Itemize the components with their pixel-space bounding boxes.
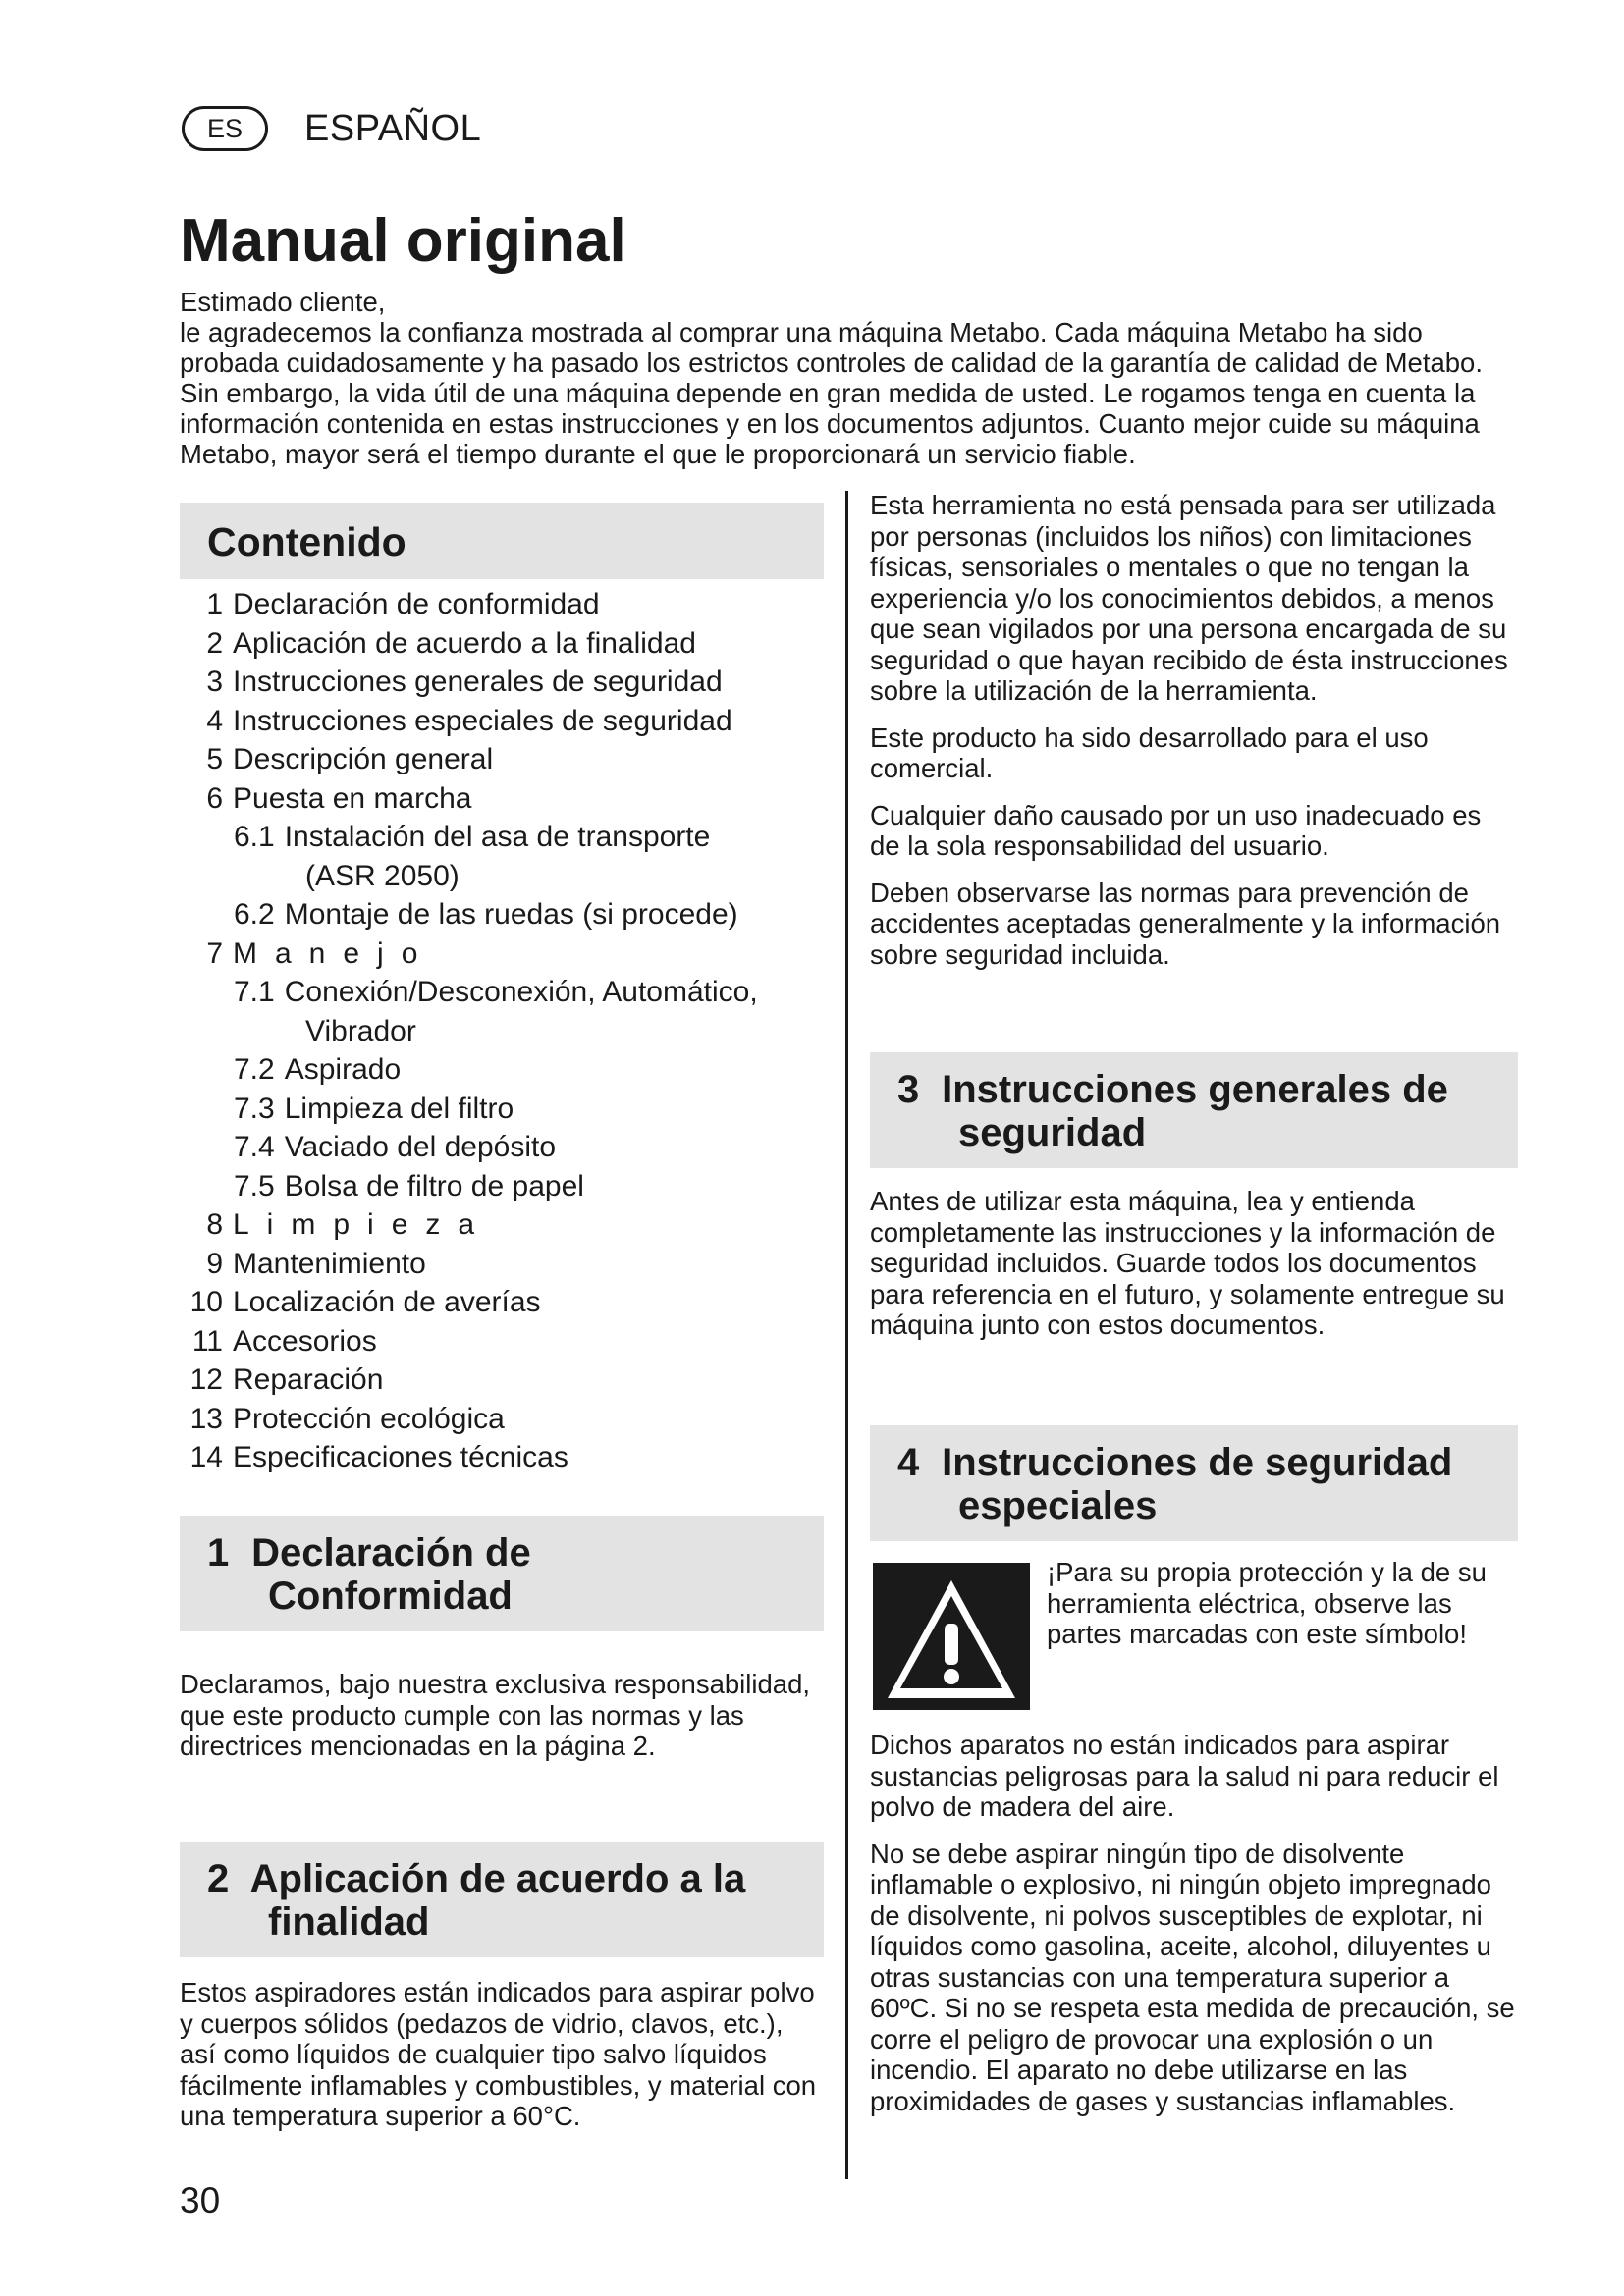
toc-item[interactable]: 9 Mantenimiento bbox=[206, 1247, 426, 1280]
toc-subitem[interactable]: 7.2 Aspirado bbox=[234, 1053, 402, 1086]
contents-heading-text: Contenido bbox=[207, 519, 406, 564]
toc-item[interactable]: 10 Localización de averías bbox=[189, 1286, 541, 1318]
language-label: ESPAÑOL bbox=[304, 108, 482, 149]
warning-text: ¡Para su propia protección y la de su herramienta eléctrica, observe las partes marcadas con este símbolo! bbox=[1047, 1557, 1487, 1649]
toc-item[interactable]: 5 Descripción general bbox=[206, 743, 494, 775]
toc-subitem[interactable]: 6.2 Montaje de las ruedas (si procede) bbox=[234, 898, 738, 931]
toc-item[interactable]: 13 Protección ecológica bbox=[189, 1402, 505, 1435]
table-of-contents bbox=[180, 585, 824, 1477]
section-4-heading: 4 Instrucciones de seguridad especiales bbox=[870, 1425, 1518, 1541]
toc-item[interactable]: 11 Accesorios bbox=[191, 1324, 377, 1358]
section-3-body: Antes de utilizar esta máquina, lea y entienda completamente las instrucciones y la información de seguridad incluidos. Guarde todos los documentos para referencia en el futuro, y solamente entregue su máquina junto con estos documentos. bbox=[870, 1186, 1505, 1340]
intro-paragraph bbox=[180, 287, 1515, 469]
paragraph: Dichos aparatos no están indicados para aspirar sustancias peligrosas para la salud ni para reducir el polvo de madera del aire. bbox=[870, 1730, 1499, 1822]
toc-subitem[interactable]: 7.1 Conexión/Desconexión, Automático, bbox=[234, 976, 758, 1008]
paragraph: Cualquier daño causado por un uso inadecuado es de la sola responsabilidad del usuario. bbox=[870, 799, 1482, 861]
toc-subitem[interactable]: 7.3 Limpieza del filtro bbox=[234, 1092, 514, 1125]
intro-greeting: Estimado cliente, bbox=[180, 287, 386, 317]
right-intro bbox=[870, 490, 1518, 986]
toc-item[interactable]: 3 Instrucciones generales de seguridad bbox=[206, 666, 723, 698]
toc-item[interactable]: 6 Puesta en marcha bbox=[206, 781, 472, 815]
section-3-heading: 3 Instrucciones generales de seguridad bbox=[870, 1052, 1518, 1168]
toc-item[interactable]: 12 Reparación bbox=[189, 1363, 384, 1396]
section-2-body: Estos aspiradores están indicados para aspirar polvo y cuerpos sólidos (pedazos de vidrio, clavos, etc.), así como líquidos de cualquier tipo salvo líquidos fácilmente inflamables y combustibles, y material con una temperatura superior a 60°C. bbox=[180, 1977, 817, 2131]
paragraph: No se debe aspirar ningún tipo de disolvente inflamable o explosivo, ni ningún objeto impregnado de disolvente, ni polvos susceptibles de explotar, ni líquidos como gasolina, aceite, alcohol, diluyentes u otras sustancias con una temperatura superior a 60ºC. Si no se respeta esta medida de precaución, se corre el peligro de provocar una explosión o un incendio. El aparato no debe utilizarse en las proximidades de gases y sustancias inflamables. bbox=[870, 1838, 1515, 2116]
section-2-heading: 2 Aplicación de acuerdo a la finalidad bbox=[180, 1842, 824, 1957]
toc-item[interactable]: 7 Manejo bbox=[206, 936, 436, 970]
paragraph: Esta herramienta no está pensada para ser utilizada por personas (incluidos los niños) con limitaciones físicas, sensoriales o mentales o que no tengan la experiencia y/o los conocimientos debidos, a menos que sean vigilados por una persona encargada de su seguridad o que hayan recibido de ésta instrucciones sobre la utilización de la herramienta. bbox=[870, 490, 1508, 706]
page-number: 30 bbox=[180, 2180, 221, 2220]
column-divider bbox=[845, 491, 848, 2179]
toc-item[interactable]: 14 Especificaciones técnicas bbox=[189, 1441, 568, 1473]
toc-subitem-continuation: Vibrador bbox=[305, 1014, 416, 1047]
toc-subitem[interactable]: 7.5 Bolsa de filtro de papel bbox=[234, 1169, 584, 1202]
toc-item[interactable]: 4 Instrucciones especiales de seguridad bbox=[206, 704, 732, 737]
paragraph: Este producto ha sido desarrollado para el uso comercial. bbox=[870, 721, 1429, 783]
toc-subitem[interactable]: 7.4 Vaciado del depósito bbox=[234, 1131, 557, 1163]
section-1-body: Declaramos, bajo nuestra exclusiva responsabilidad, que este producto cumple con las normas y las directrices mencionadas en la página 2. bbox=[180, 1669, 811, 1761]
contents-heading bbox=[180, 503, 824, 579]
toc-item[interactable]: 1 Declaración de conformidad bbox=[206, 588, 600, 620]
warning-triangle-icon bbox=[873, 1563, 1030, 1710]
intro-body: le agradecemos la confianza mostrada al comprar una máquina Metabo. Cada máquina Metabo ha sido probada cuidadosamente y ha pasado los estrictos controles de calidad de la garantía de calidad de Metabo. Sin embargo, la vida útil de una máquina depende en gran medida de usted. Le rogamos tenga en cuenta la información contenida en estas instrucciones y en los documentos adjuntos. Cuanto mejor cuide su máquina Metabo, mayor será el tiempo durante el que le proporcionará un servicio fiable. bbox=[180, 317, 1483, 469]
toc-item[interactable]: 8 Limpieza bbox=[206, 1208, 493, 1241]
section-1-heading: 1 Declaración de Conformidad bbox=[180, 1516, 824, 1631]
paragraph: Deben observarse las normas para prevención de accidentes aceptadas generalmente y la información sobre seguridad incluida. bbox=[870, 877, 1501, 970]
toc-subitem-continuation: (ASR 2050) bbox=[305, 859, 460, 892]
language-badge: ES bbox=[182, 106, 268, 151]
section-4-body bbox=[870, 1730, 1518, 2132]
toc-subitem[interactable]: 6.1 Instalación del asa de transporte bbox=[234, 821, 711, 853]
toc-item[interactable]: 2 Aplicación de acuerdo a la finalidad bbox=[206, 626, 696, 660]
document-title: Manual original bbox=[180, 207, 626, 275]
